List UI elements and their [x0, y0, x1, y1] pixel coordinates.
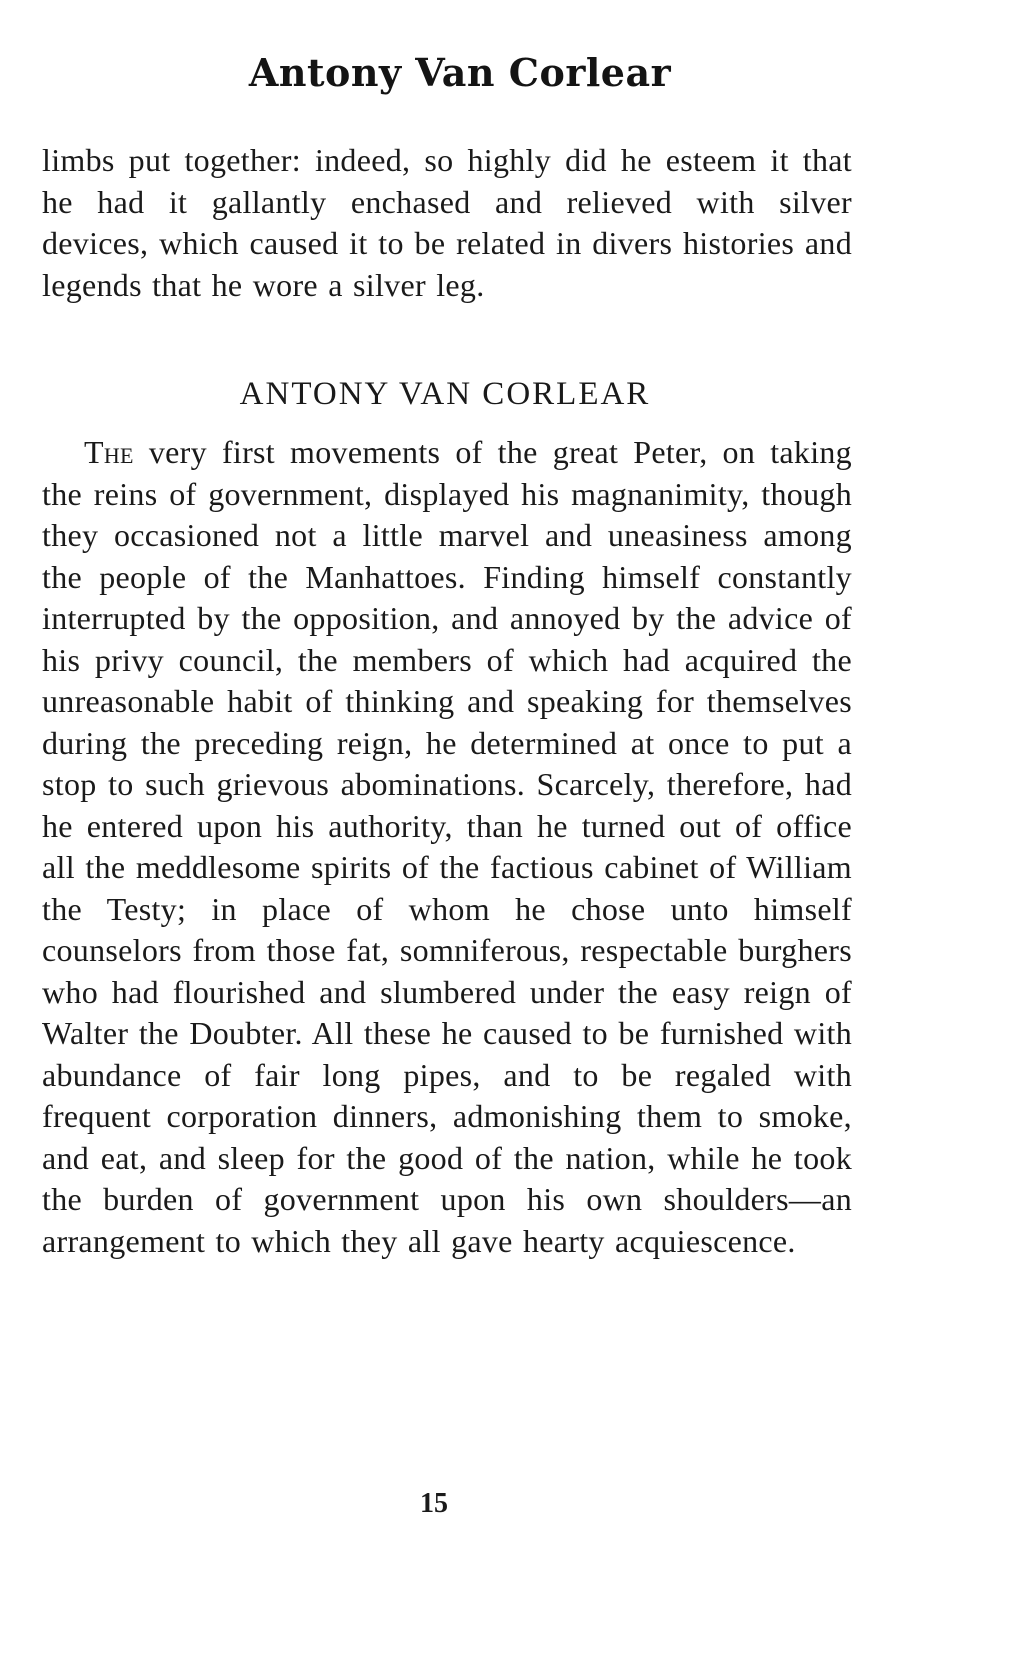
- section-title: ANTONY VAN CORLEAR: [239, 376, 651, 412]
- running-head: Antony Van Corlear: [248, 50, 672, 95]
- main-paragraph: [42, 432, 852, 1262]
- main-paragraph-text: very first movements of the great Peter, on taking the reins of government, displayed his magnanimity, though they occasioned not a little marvel and uneasiness among the people of the Manhattoes. Finding himself constantly interrupted by the opposition, and annoyed by the advice of his privy council, the members of which had acquired the unreasonable habit of thinking and speaking for themselves during the preceding reign, he determined at once to put a stop to such grievous abominations. Scarcely, therefore, had he entered upon his authority, than he turned out of office all the meddlesome spirits of the factious cabinet of William the Testy; in place of whom he chose unto himself counselors from those fat, somniferous, respectable burghers who had flourished and slumbered under the easy reign of Walter the Doubter. All these he caused to be furnished with abundance of fair long pipes, and to be regaled with frequent corporation dinners, admonishing them to smoke, and eat, and sleep for the good of the nation, while he took the burden of government upon his own shoulders—an arrangement to which they all gave hearty acquiescence.: [42, 434, 852, 1259]
- opening-paragraph: limbs put together: indeed, so highly did he esteem it that he had it gallantly enchased and relieved with silver devices, which caused it to be related in divers histories and legends that he wore a silver leg.: [42, 142, 852, 303]
- lead-word: The: [84, 434, 134, 470]
- page-number: 15: [420, 1488, 448, 1519]
